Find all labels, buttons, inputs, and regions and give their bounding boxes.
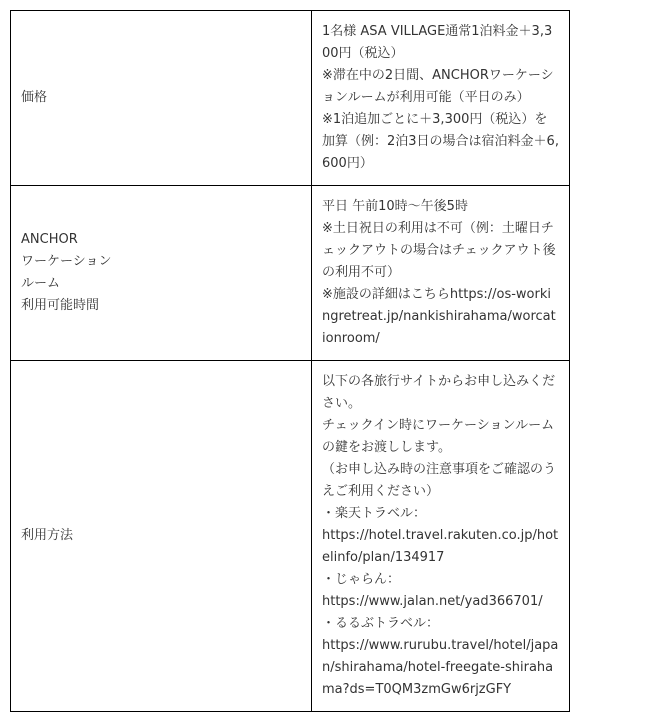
info-table	[10, 10, 570, 712]
url-text: https://www.jalan.net/yad366701/	[322, 594, 543, 609]
value-text: ※施設の詳細はこちらhttps://os-workingretreat.jp/nankishirahama/worcationroom/	[322, 287, 556, 346]
value-cell-price	[312, 11, 570, 186]
value-text: ※1泊追加ごとに＋3,300円（税込）を加算（例：2泊3日の場合は宿泊料金＋6,600円）	[322, 112, 559, 171]
value-text: 1名様 ASA VILLAGE通常1泊料金＋3,300円（税込）	[322, 24, 553, 61]
label-cell-price	[11, 11, 312, 186]
value-text: チェックイン時にワーケーションルームの鍵をお渡しします。	[322, 418, 555, 455]
label-text: ANCHOR	[21, 232, 78, 247]
table-row-hours	[11, 186, 570, 361]
label-text: 価格	[21, 90, 48, 105]
value-cell-hours	[312, 186, 570, 361]
url-text: https://hotel.travel.rakuten.co.jp/hotelinfo/plan/134917	[322, 528, 559, 565]
value-text: 平日 午前10時〜午後5時	[322, 199, 468, 214]
table-row-usage	[11, 361, 570, 712]
label-text: ワーケーション	[21, 254, 112, 269]
label-cell-hours	[11, 186, 312, 361]
value-text: ※滞在中の2日間、ANCHORワーケーションルームが利用可能（平日のみ）	[322, 68, 554, 105]
url-text: https://www.rurubu.travel/hotel/japan/shirahama/hotel-freegate-shirahama?ds=T0QM3zmGw6rjzGFY	[322, 638, 559, 697]
table-row-price	[11, 11, 570, 186]
value-text: ・楽天トラベル：	[322, 506, 427, 521]
value-text: ※土日祝日の利用は不可（例：土曜日チェックアウトの場合はチェックアウト後の利用不可）	[322, 221, 556, 280]
value-cell-usage	[312, 361, 570, 712]
value-text: ・るるぶトラベル：	[322, 616, 440, 631]
value-text: 以下の各旅行サイトからお申し込みください。	[322, 374, 556, 411]
label-text: 利用方法	[21, 528, 74, 543]
value-text: （お申し込み時の注意事項をご確認のうえご利用ください）	[322, 462, 557, 499]
value-text: ・じゃらん：	[322, 572, 401, 587]
label-text: ルーム	[21, 276, 61, 291]
label-text: 利用可能時間	[21, 298, 100, 313]
label-cell-usage	[11, 361, 312, 712]
